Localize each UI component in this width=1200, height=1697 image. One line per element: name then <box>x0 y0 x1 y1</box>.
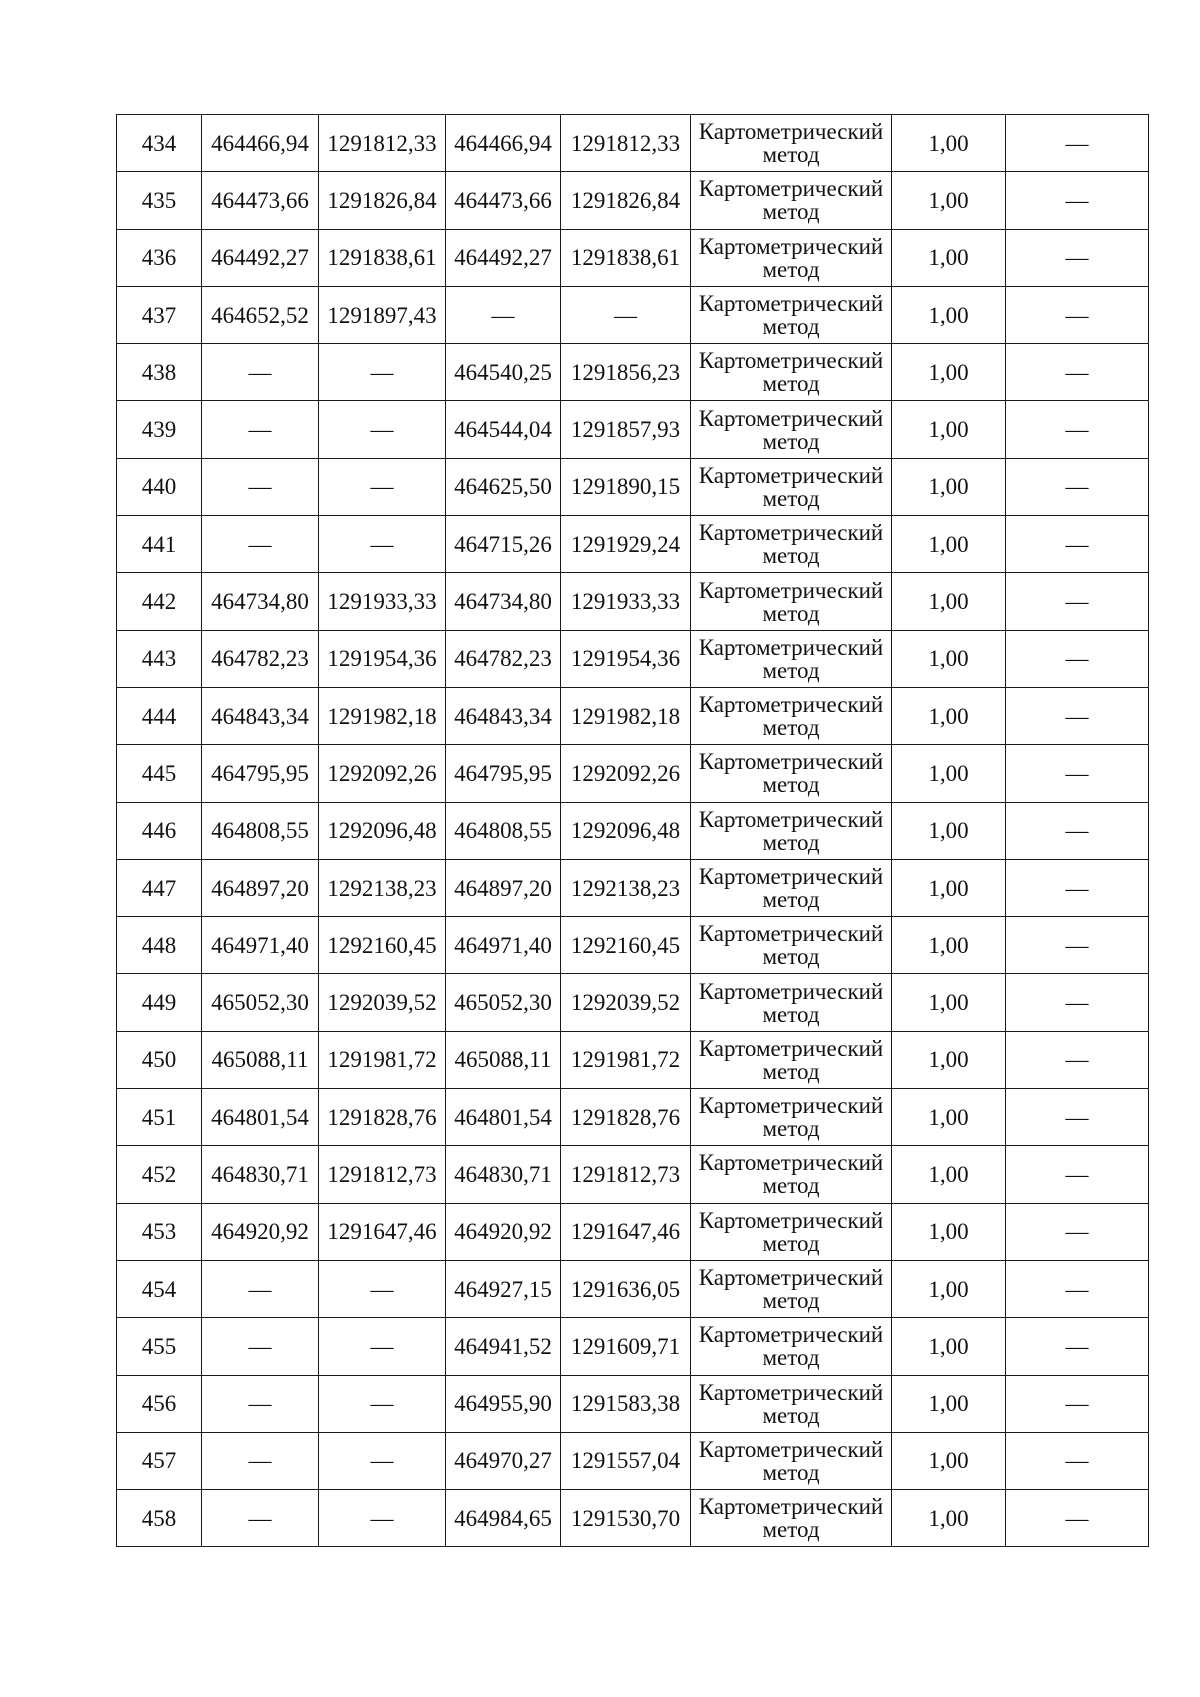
method-cell <box>691 917 892 974</box>
method-text-line2: метод <box>762 1001 820 1027</box>
method-cell <box>691 859 892 916</box>
existing-x-cell: — <box>202 1375 319 1432</box>
table-row <box>117 745 1149 802</box>
method-text-line1: Картометрический <box>698 1265 884 1291</box>
existing-x-cell: 464830,71 <box>202 1146 319 1203</box>
accuracy-cell: 1,00 <box>892 172 1006 229</box>
method-text-line2: метод <box>762 1517 820 1543</box>
note-cell: — <box>1006 516 1149 573</box>
existing-y-cell: 1291812,33 <box>319 115 446 172</box>
point-number-cell: 445 <box>117 745 202 802</box>
new-y-cell: 1291954,36 <box>561 630 691 687</box>
note-cell: — <box>1006 859 1149 916</box>
point-number-cell: 456 <box>117 1375 202 1432</box>
existing-y-cell: 1291838,61 <box>319 229 446 286</box>
note-cell: — <box>1006 286 1149 343</box>
existing-y-cell: 1291647,46 <box>319 1203 446 1260</box>
method-text-line1: Картометрический <box>698 1093 884 1119</box>
new-y-cell: 1291982,18 <box>561 687 691 744</box>
accuracy-cell: 1,00 <box>892 917 1006 974</box>
accuracy-cell: 1,00 <box>892 1375 1006 1432</box>
point-number-cell: 451 <box>117 1089 202 1146</box>
new-x-cell: 465088,11 <box>446 1031 561 1088</box>
table-row <box>117 573 1149 630</box>
accuracy-cell: 1,00 <box>892 286 1006 343</box>
accuracy-cell: 1,00 <box>892 687 1006 744</box>
method-cell <box>691 286 892 343</box>
new-x-cell: 464782,23 <box>446 630 561 687</box>
note-cell: — <box>1006 974 1149 1031</box>
point-number-cell: 453 <box>117 1203 202 1260</box>
method-text-line2: метод <box>762 256 820 282</box>
new-y-cell: 1291583,38 <box>561 1375 691 1432</box>
method-cell <box>691 1203 892 1260</box>
existing-x-cell: — <box>202 458 319 515</box>
method-text-line2: метод <box>762 887 820 912</box>
method-text-line1: Картометрический <box>698 692 884 718</box>
existing-x-cell: 464492,27 <box>202 229 319 286</box>
existing-x-cell: — <box>202 401 319 458</box>
method-text-line2: метод <box>762 1288 820 1314</box>
accuracy-cell: 1,00 <box>892 1031 1006 1088</box>
note-cell: — <box>1006 229 1149 286</box>
note-cell: — <box>1006 1318 1149 1375</box>
new-y-cell: 1291857,93 <box>561 401 691 458</box>
table-row <box>117 1375 1149 1432</box>
existing-x-cell: 464920,92 <box>202 1203 319 1260</box>
method-text-line1: Картометрический <box>698 1150 884 1176</box>
new-x-cell: 464544,04 <box>446 401 561 458</box>
method-cell <box>691 458 892 515</box>
accuracy-cell: 1,00 <box>892 974 1006 1031</box>
method-text-line2: метод <box>762 772 820 798</box>
method-cell <box>691 344 892 401</box>
method-cell <box>691 687 892 744</box>
existing-y-cell: 1291826,84 <box>319 172 446 229</box>
method-text-line2: метод <box>762 1230 820 1256</box>
note-cell: — <box>1006 1432 1149 1489</box>
method-cell <box>691 229 892 286</box>
existing-x-cell: — <box>202 1260 319 1317</box>
point-number-cell: 448 <box>117 917 202 974</box>
accuracy-cell: 1,00 <box>892 1432 1006 1489</box>
new-x-cell: 464843,34 <box>446 687 561 744</box>
method-text-line2: метод <box>762 142 820 168</box>
method-text-line1: Картометрический <box>698 1035 884 1061</box>
new-y-cell: 1291933,33 <box>561 573 691 630</box>
accuracy-cell: 1,00 <box>892 1490 1006 1547</box>
accuracy-cell: 1,00 <box>892 745 1006 802</box>
existing-x-cell: 464971,40 <box>202 917 319 974</box>
note-cell: — <box>1006 401 1149 458</box>
new-y-cell: 1292160,45 <box>561 917 691 974</box>
method-text-line2: метод <box>762 944 820 970</box>
accuracy-cell: 1,00 <box>892 401 1006 458</box>
table-row <box>117 1031 1149 1088</box>
method-text-line2: метод <box>762 1402 820 1428</box>
existing-y-cell: 1291933,33 <box>319 573 446 630</box>
method-text-line1: Картометрический <box>698 520 884 546</box>
method-text-line1: Картометрический <box>698 233 884 259</box>
table-row <box>117 1490 1149 1547</box>
table-row <box>117 286 1149 343</box>
new-y-cell: 1291838,61 <box>561 229 691 286</box>
new-y-cell: 1292092,26 <box>561 745 691 802</box>
method-cell <box>691 1375 892 1432</box>
method-text-line1: Картометрический <box>698 462 884 488</box>
existing-y-cell: 1292160,45 <box>319 917 446 974</box>
point-number-cell: 454 <box>117 1260 202 1317</box>
table-row <box>117 516 1149 573</box>
existing-x-cell: 465052,30 <box>202 974 319 1031</box>
accuracy-cell: 1,00 <box>892 1146 1006 1203</box>
point-number-cell: 444 <box>117 687 202 744</box>
existing-x-cell: 464652,52 <box>202 286 319 343</box>
existing-x-cell: — <box>202 1490 319 1547</box>
note-cell: — <box>1006 1146 1149 1203</box>
note-cell: — <box>1006 917 1149 974</box>
new-x-cell: 464715,26 <box>446 516 561 573</box>
new-x-cell: 464540,25 <box>446 344 561 401</box>
method-text-line1: Картометрический <box>698 1436 884 1462</box>
new-y-cell: 1291812,73 <box>561 1146 691 1203</box>
note-cell: — <box>1006 745 1149 802</box>
method-cell <box>691 630 892 687</box>
accuracy-cell: 1,00 <box>892 630 1006 687</box>
existing-y-cell: 1291981,72 <box>319 1031 446 1088</box>
method-cell <box>691 1490 892 1547</box>
method-text-line1: Картометрический <box>698 176 884 202</box>
method-text-line1: Картометрический <box>698 291 884 317</box>
point-number-cell: 439 <box>117 401 202 458</box>
existing-y-cell: — <box>319 344 446 401</box>
method-text-line1: Картометрический <box>698 806 884 832</box>
new-x-cell: 464466,94 <box>446 115 561 172</box>
new-x-cell: 464927,15 <box>446 1260 561 1317</box>
new-y-cell: 1291530,70 <box>561 1490 691 1547</box>
point-number-cell: 452 <box>117 1146 202 1203</box>
new-y-cell: 1291812,33 <box>561 115 691 172</box>
table-row <box>117 172 1149 229</box>
note-cell: — <box>1006 1260 1149 1317</box>
accuracy-cell: 1,00 <box>892 1203 1006 1260</box>
new-y-cell: 1291826,84 <box>561 172 691 229</box>
existing-x-cell: 465088,11 <box>202 1031 319 1088</box>
note-cell: — <box>1006 802 1149 859</box>
method-text-line1: Картометрический <box>698 1207 884 1233</box>
new-x-cell: 464734,80 <box>446 573 561 630</box>
method-text-line2: метод <box>762 1116 820 1142</box>
table-row <box>117 630 1149 687</box>
new-x-cell: 464955,90 <box>446 1375 561 1432</box>
point-number-cell: 438 <box>117 344 202 401</box>
note-cell: — <box>1006 344 1149 401</box>
method-text-line1: Картометрический <box>698 921 884 947</box>
method-text-line2: метод <box>762 199 820 225</box>
existing-y-cell: 1291812,73 <box>319 1146 446 1203</box>
point-number-cell: 449 <box>117 974 202 1031</box>
accuracy-cell: 1,00 <box>892 1089 1006 1146</box>
note-cell: — <box>1006 630 1149 687</box>
point-number-cell: 450 <box>117 1031 202 1088</box>
method-cell <box>691 516 892 573</box>
accuracy-cell: 1,00 <box>892 458 1006 515</box>
table-row <box>117 1203 1149 1260</box>
existing-y-cell: 1291982,18 <box>319 687 446 744</box>
existing-x-cell: 464843,34 <box>202 687 319 744</box>
point-number-cell: 455 <box>117 1318 202 1375</box>
accuracy-cell: 1,00 <box>892 859 1006 916</box>
point-number-cell: 442 <box>117 573 202 630</box>
table-row <box>117 1146 1149 1203</box>
accuracy-cell: 1,00 <box>892 573 1006 630</box>
point-number-cell: 437 <box>117 286 202 343</box>
point-number-cell: 446 <box>117 802 202 859</box>
accuracy-cell: 1,00 <box>892 516 1006 573</box>
method-cell <box>691 1031 892 1088</box>
note-cell: — <box>1006 115 1149 172</box>
method-text-line2: метод <box>762 428 820 454</box>
accuracy-cell: 1,00 <box>892 802 1006 859</box>
existing-x-cell: — <box>202 344 319 401</box>
method-text-line2: метод <box>762 1345 820 1371</box>
table-row <box>117 802 1149 859</box>
method-cell <box>691 974 892 1031</box>
method-cell <box>691 745 892 802</box>
existing-y-cell: 1292092,26 <box>319 745 446 802</box>
method-cell <box>691 1260 892 1317</box>
method-text-line1: Картометрический <box>698 1379 884 1405</box>
new-x-cell: 464970,27 <box>446 1432 561 1489</box>
method-text-line2: метод <box>762 314 820 340</box>
existing-y-cell: — <box>319 401 446 458</box>
method-cell <box>691 1089 892 1146</box>
coordinates-table <box>116 114 1149 1547</box>
coordinates-table-body <box>117 115 1149 1547</box>
method-cell <box>691 802 892 859</box>
accuracy-cell: 1,00 <box>892 344 1006 401</box>
new-x-cell: — <box>446 286 561 343</box>
table-row <box>117 458 1149 515</box>
existing-y-cell: — <box>319 1490 446 1547</box>
method-text-line2: метод <box>762 715 820 741</box>
new-x-cell: 464984,65 <box>446 1490 561 1547</box>
existing-y-cell: 1291828,76 <box>319 1089 446 1146</box>
new-x-cell: 464808,55 <box>446 802 561 859</box>
existing-y-cell: 1291954,36 <box>319 630 446 687</box>
point-number-cell: 435 <box>117 172 202 229</box>
existing-x-cell: 464782,23 <box>202 630 319 687</box>
table-row <box>117 401 1149 458</box>
existing-x-cell: 464795,95 <box>202 745 319 802</box>
existing-y-cell: 1292096,48 <box>319 802 446 859</box>
new-y-cell: — <box>561 286 691 343</box>
existing-x-cell: 464801,54 <box>202 1089 319 1146</box>
method-text-line2: метод <box>762 485 820 511</box>
method-text-line2: метод <box>762 600 820 626</box>
existing-y-cell: — <box>319 1260 446 1317</box>
note-cell: — <box>1006 172 1149 229</box>
method-text-line2: метод <box>762 829 820 855</box>
point-number-cell: 440 <box>117 458 202 515</box>
new-y-cell: 1291929,24 <box>561 516 691 573</box>
method-text-line1: Картометрический <box>698 864 884 889</box>
existing-x-cell: 464897,20 <box>202 859 319 916</box>
method-text-line2: метод <box>762 657 820 683</box>
point-number-cell: 457 <box>117 1432 202 1489</box>
new-y-cell: 1291609,71 <box>561 1318 691 1375</box>
existing-x-cell: — <box>202 1318 319 1375</box>
new-x-cell: 464625,50 <box>446 458 561 515</box>
note-cell: — <box>1006 1031 1149 1088</box>
existing-x-cell: 464466,94 <box>202 115 319 172</box>
point-number-cell: 458 <box>117 1490 202 1547</box>
method-text-line2: метод <box>762 1173 820 1199</box>
method-text-line2: метод <box>762 1058 820 1084</box>
new-x-cell: 464971,40 <box>446 917 561 974</box>
new-y-cell: 1291557,04 <box>561 1432 691 1489</box>
new-x-cell: 464795,95 <box>446 745 561 802</box>
new-y-cell: 1292138,23 <box>561 859 691 916</box>
point-number-cell: 443 <box>117 630 202 687</box>
accuracy-cell: 1,00 <box>892 115 1006 172</box>
existing-y-cell: — <box>319 458 446 515</box>
new-x-cell: 465052,30 <box>446 974 561 1031</box>
method-cell <box>691 1432 892 1489</box>
method-text-line1: Картометрический <box>698 1494 884 1520</box>
existing-y-cell: 1292138,23 <box>319 859 446 916</box>
new-y-cell: 1291981,72 <box>561 1031 691 1088</box>
table-row <box>117 687 1149 744</box>
method-text-line2: метод <box>762 371 820 397</box>
method-cell <box>691 172 892 229</box>
existing-y-cell: — <box>319 516 446 573</box>
new-y-cell: 1291890,15 <box>561 458 691 515</box>
table-row <box>117 917 1149 974</box>
existing-x-cell: 464473,66 <box>202 172 319 229</box>
new-y-cell: 1291828,76 <box>561 1089 691 1146</box>
note-cell: — <box>1006 1203 1149 1260</box>
method-text-line1: Картометрический <box>698 1322 884 1348</box>
accuracy-cell: 1,00 <box>892 1260 1006 1317</box>
new-x-cell: 464941,52 <box>446 1318 561 1375</box>
existing-y-cell: — <box>319 1432 446 1489</box>
existing-x-cell: — <box>202 516 319 573</box>
note-cell: — <box>1006 1375 1149 1432</box>
existing-y-cell: — <box>319 1318 446 1375</box>
existing-x-cell: — <box>202 1432 319 1489</box>
method-text-line1: Картометрический <box>698 577 884 603</box>
method-text-line2: метод <box>762 543 820 569</box>
table-row <box>117 1318 1149 1375</box>
method-cell <box>691 1146 892 1203</box>
table-row <box>117 229 1149 286</box>
existing-x-cell: 464734,80 <box>202 573 319 630</box>
existing-y-cell: 1291897,43 <box>319 286 446 343</box>
method-text-line1: Картометрический <box>698 348 884 374</box>
new-x-cell: 464830,71 <box>446 1146 561 1203</box>
method-cell <box>691 1318 892 1375</box>
point-number-cell: 436 <box>117 229 202 286</box>
table-row <box>117 859 1149 916</box>
method-cell <box>691 401 892 458</box>
new-x-cell: 464920,92 <box>446 1203 561 1260</box>
method-cell <box>691 115 892 172</box>
method-text-line1: Картометрический <box>698 749 884 775</box>
new-x-cell: 464801,54 <box>446 1089 561 1146</box>
method-text-line1: Картометрический <box>698 119 884 145</box>
note-cell: — <box>1006 687 1149 744</box>
table-row <box>117 974 1149 1031</box>
note-cell: — <box>1006 1490 1149 1547</box>
method-cell <box>691 573 892 630</box>
table-row <box>117 1432 1149 1489</box>
accuracy-cell: 1,00 <box>892 229 1006 286</box>
note-cell: — <box>1006 1089 1149 1146</box>
accuracy-cell: 1,00 <box>892 1318 1006 1375</box>
method-text-line1: Картометрический <box>698 634 884 660</box>
table-row <box>117 1089 1149 1146</box>
table-row <box>117 115 1149 172</box>
new-y-cell: 1291647,46 <box>561 1203 691 1260</box>
new-y-cell: 1291856,23 <box>561 344 691 401</box>
existing-x-cell: 464808,55 <box>202 802 319 859</box>
table-row <box>117 344 1149 401</box>
table-row <box>117 1260 1149 1317</box>
point-number-cell: 447 <box>117 859 202 916</box>
new-y-cell: 1291636,05 <box>561 1260 691 1317</box>
new-x-cell: 464492,27 <box>446 229 561 286</box>
point-number-cell: 434 <box>117 115 202 172</box>
note-cell: — <box>1006 458 1149 515</box>
new-x-cell: 464473,66 <box>446 172 561 229</box>
new-y-cell: 1292039,52 <box>561 974 691 1031</box>
existing-y-cell: 1292039,52 <box>319 974 446 1031</box>
new-x-cell: 464897,20 <box>446 859 561 916</box>
new-y-cell: 1292096,48 <box>561 802 691 859</box>
point-number-cell: 441 <box>117 516 202 573</box>
existing-y-cell: — <box>319 1375 446 1432</box>
method-text-line1: Картометрический <box>698 405 884 431</box>
method-text-line1: Картометрический <box>698 978 884 1004</box>
note-cell: — <box>1006 573 1149 630</box>
method-text-line2: метод <box>762 1459 820 1485</box>
